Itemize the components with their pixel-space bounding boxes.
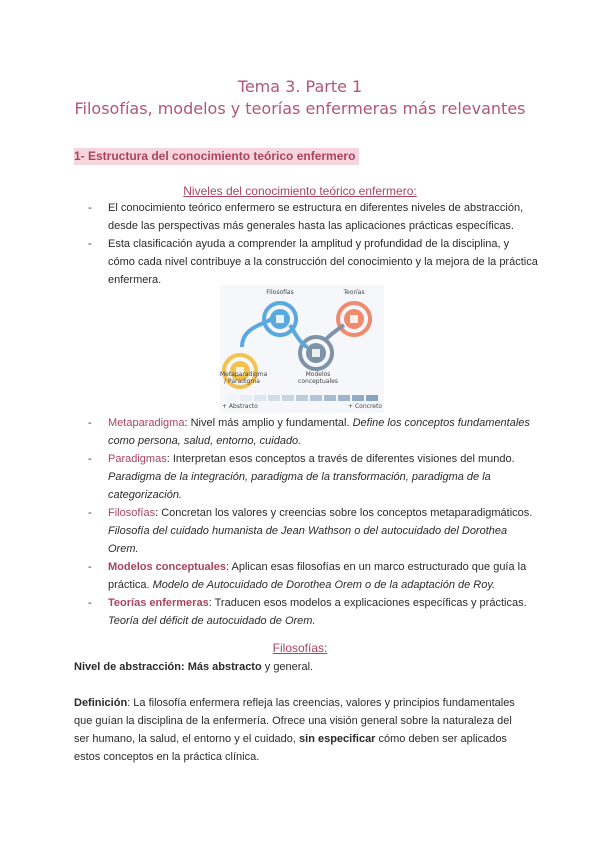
list-item: - Teorías enfermeras: Traducen esos modelos a explicaciones específicas y prácticas. Teoría del déficit de autocuidado de Orem. xyxy=(88,594,538,630)
diagram-label-metaparadigma: Metaparadigma / Paradigma xyxy=(220,371,268,385)
diagram-label-filosofias: Filosofías xyxy=(266,289,294,296)
document-title: Tema 3. Parte 1 xyxy=(237,77,363,96)
list-item: - Modelos conceptuales: Aplican esas filosofías en un marco estructurado que guía la práctica. Modelo de Autocuidado de Dorothea Orem o de la adaptación de Roy. xyxy=(88,558,538,594)
list-item: - El conocimiento teórico enfermero se estructura en diferentes niveles de abstracción, desde las perspectivas más generales hasta las aplicaciones prácticas específicas. xyxy=(88,199,538,235)
filosofias-heading: Filosofías: xyxy=(272,641,328,655)
document-subtitle: Filosofías, modelos y teorías enfermeras más relevantes xyxy=(74,99,526,118)
levels-list xyxy=(88,414,538,630)
abstraction-level-line: Nivel de abstracción: Más abstracto y general. xyxy=(74,661,314,673)
list-item: - Filosofías: Concretan los valores y creencias sobre los conceptos metaparadigmáticos. Filosofía del cuidado humanista de Jean Wathson o del autocuidado del Dorothea Orem. xyxy=(88,504,538,558)
list-item: - Metaparadigma: Nivel más amplio y fundamental. Define los conceptos fundamentales como persona, salud, entorno, cuidado. xyxy=(88,414,538,450)
diagram-label-modelos: Modelos conceptuales xyxy=(298,371,338,385)
list-item: - Paradigmas: Interpretan esos conceptos a través de diferentes visiones del mundo. Paradigma de la integración, paradigma de la transformación, paradigma de la categorización. xyxy=(88,450,538,504)
axis-label-abstracto: + Abstracto xyxy=(222,403,258,410)
definition-paragraph: Definición: La filosofía enfermera refleja las creencias, valores y principios fundamentales que guían la disciplina de la enfermería. Ofrece una visión general sobre la naturaleza del ser humano, la salud, el entorno y el cuidado, sin especificar cómo deben ser aplicados estos conceptos en la práctica clínica. xyxy=(74,697,515,763)
diagram-label-teorias: Teorías xyxy=(343,289,365,296)
axis-label-concreto: + Concreto xyxy=(348,403,382,410)
intro-bullet-list xyxy=(88,199,538,289)
levels-subheading: Niveles del conocimiento teórico enfermero: xyxy=(183,184,417,198)
abstraction-levels-diagram xyxy=(220,285,384,413)
section-heading: 1- Estructura del conocimiento teórico enfermero xyxy=(74,148,359,165)
list-item: - Esta clasificación ayuda a comprender la amplitud y profundidad de la disciplina, y cómo cada nivel contribuye a la construcción del conocimiento y la mejora de la práctica enfermera. xyxy=(88,235,538,289)
